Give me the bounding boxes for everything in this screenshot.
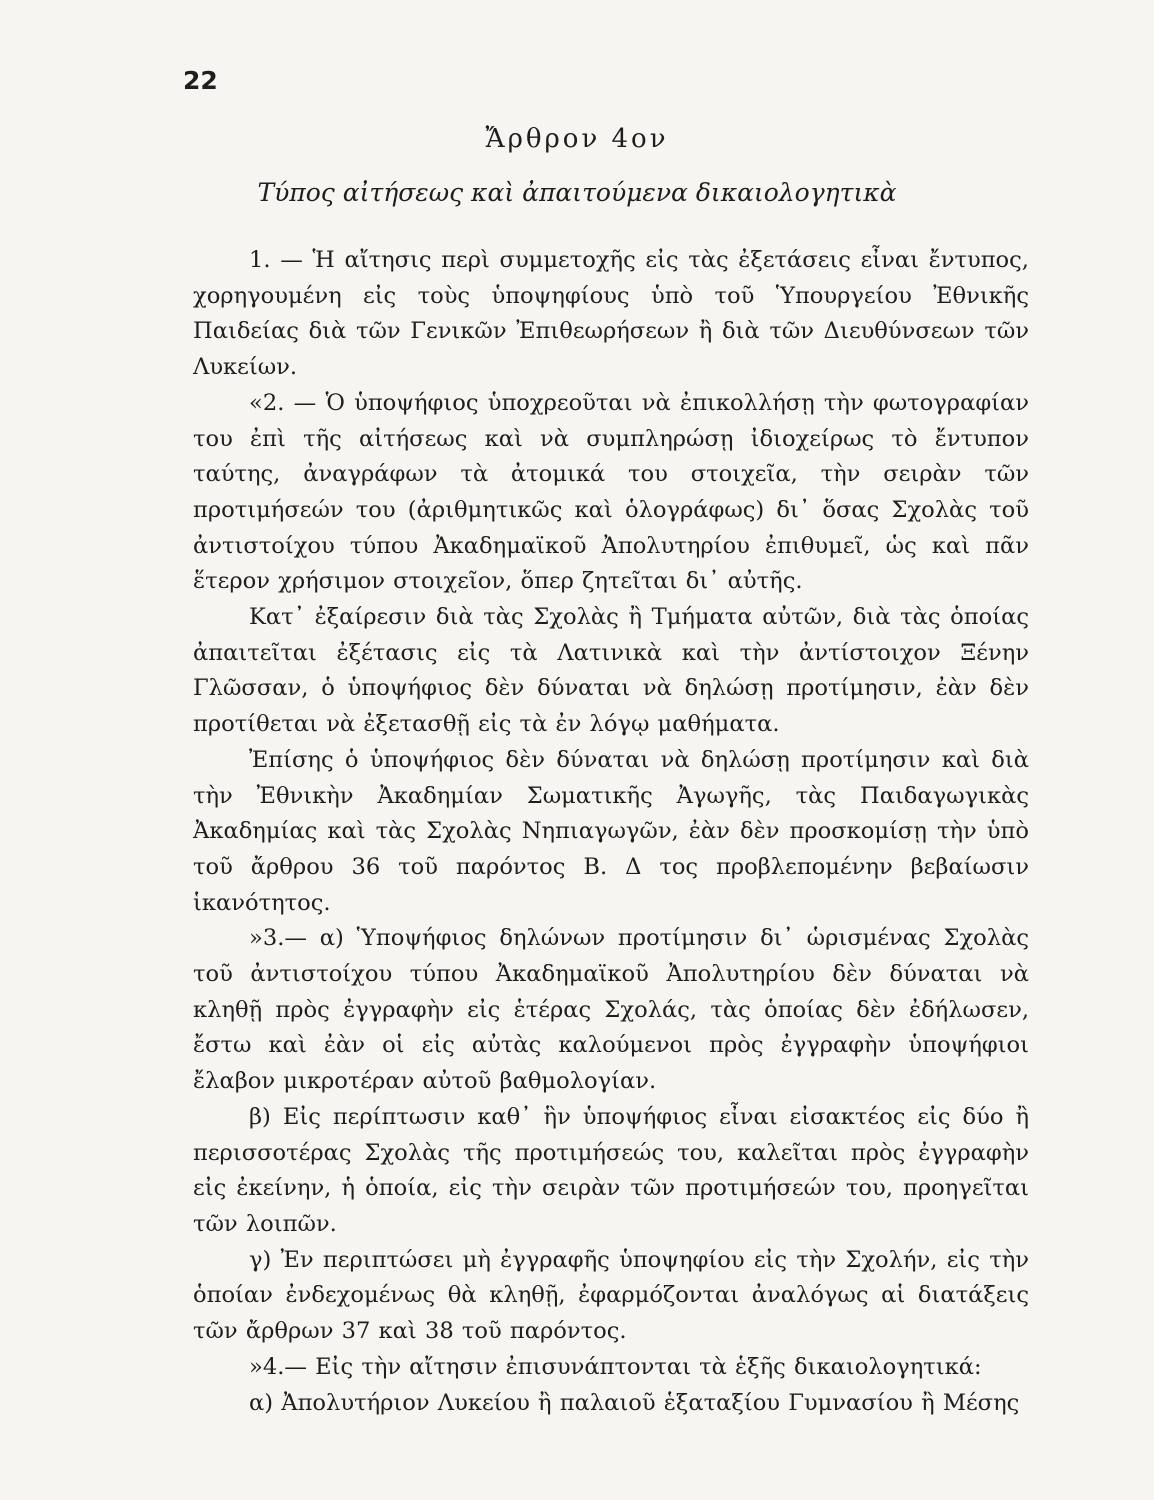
- article-heading: Ἄρθρον 4ον: [485, 124, 669, 154]
- article-body: [193, 243, 1029, 1421]
- paragraph-4: Ἐπίσης ὁ ὑποψήφιος δὲν δύναται νὰ δηλώσῃ προτίμησιν καὶ διὰ τὴν Ἐθνικὴν Ἀκαδημίαν Σωματικῆς Ἀγωγῆς, τὰς Παιδαγωγικὰς Ἀκαδημίας καὶ τὰς Σχολὰς Νηπιαγωγῶν, ἐὰν δὲν προσκομίσῃ τὴν ὑπὸ τοῦ ἄρθρου 36 τοῦ παρόντος Β. Δ τος προβλεπομένην βεβαίωσιν ἱκανότητος.: [193, 746, 1029, 916]
- paragraph-3: Κατ᾿ ἐξαίρεσιν διὰ τὰς Σχολὰς ἢ Τμήματα αὐτῶν, διὰ τὰς ὁποίας ἀπαιτεῖται ἐξέτασις εἰς τὰ Λατινικὰ καὶ τὴν ἀντίστοιχον Ξένην Γλῶσσαν, ὁ ὑποψήφιος δὲν δύναται νὰ δηλώσῃ προτίμησιν, ἐὰν δὲν προτίθεται νὰ ἐξετασθῇ εἰς τὰ ἐν λόγῳ μαθήματα.: [193, 604, 1029, 738]
- page-number: 22: [183, 66, 218, 95]
- paragraph-8: »4.— Εἰς τὴν αἴτησιν ἐπισυνάπτονται τὰ ἑξῆς δικαιολογητικά:: [249, 1353, 982, 1380]
- paragraph-7: γ) Ἐν περιπτώσει μὴ ἐγγραφῆς ὑποψηφίου εἰς τὴν Σχολήν, εἰς τὴν ὁποίαν ἐνδεχομένως θὰ κληθῇ, ἐφαρμόζονται ἀναλόγως αἱ διατάξεις τῶν ἄρθρων 37 καὶ 38 τοῦ παρόντος.: [193, 1246, 1029, 1345]
- paragraph-2: «2. — Ὁ ὑποψήφιος ὑποχρεοῦται νὰ ἐπικολλήσῃ τὴν φωτογραφίαν του ἐπὶ τῆς αἰτήσεως καὶ νὰ συμπληρώσῃ ἰδιοχείρως τὸ ἔντυπον ταύτης, ἀναγράφων τὰ ἀτομικά του στοιχεῖα, τὴν σειρὰν τῶν προτιμήσεών του (ἀριθμητικῶς καὶ ὁλογράφως) δι᾿ ὅσας Σχολὰς τοῦ ἀντιστοίχου τύπου Ἀκαδημαϊκοῦ Ἀπολυτηρίου ἐπιθυμεῖ, ὡς καὶ πᾶν ἕτερον χρήσιμον στοιχεῖον, ὅπερ ζητεῖται δι᾿ αὐτῆς.: [193, 389, 1029, 595]
- paragraph-6: β) Εἰς περίπτωσιν καθ᾿ ἣν ὑποψήφιος εἶναι εἰσακτέος εἰς δύο ἢ περισσοτέρας Σχολὰς τῆς προτιμήσεώς του, καλεῖται πρὸς ἐγγραφὴν εἰς ἐκείνην, ἡ ὁποία, εἰς τὴν σειρὰν τῶν προτιμήσεών του, προηγεῖται τῶν λοιπῶν.: [193, 1103, 1029, 1237]
- article-subtitle: Τύπος αἰτήσεως καὶ ἀπαιτούμενα δικαιολογητικὰ: [257, 178, 897, 207]
- paragraph-1: 1. — Ἡ αἴτησις περὶ συμμετοχῆς εἰς τὰς ἐξετάσεις εἶναι ἔντυπος, χορηγουμένη εἰς τοὺς ὑποψηφίους ὑπὸ τοῦ Ὑπουργείου Ἐθνικῆς Παιδείας διὰ τῶν Γενικῶν Ἐπιθεωρήσεων ἢ διὰ τῶν Διευθύνσεων τῶν Λυκείων.: [193, 247, 1029, 381]
- paragraph-9: α) Ἀπολυτήριον Λυκείου ἢ παλαιοῦ ἑξαταξίου Γυμνασίου ἢ Μέσης: [249, 1389, 1020, 1416]
- paragraph-5: »3.— α) Ὑποψήφιος δηλώνων προτίμησιν δι᾿ ὡρισμένας Σχολὰς τοῦ ἀντιστοίχου τύπου Ἀκαδημαϊκοῦ Ἀπολυτηρίου δὲν δύναται νὰ κληθῇ πρὸς ἐγγραφὴν εἰς ἑτέρας Σχολάς, τὰς ὁποίας δὲν ἐδήλωσεν, ἔστω καὶ ἐὰν οἱ εἰς αὐτὰς καλούμενοι πρὸς ἐγγραφὴν ὑποψήφιοι ἔλαβον μικροτέραν αὐτοῦ βαθμολογίαν.: [193, 925, 1029, 1095]
